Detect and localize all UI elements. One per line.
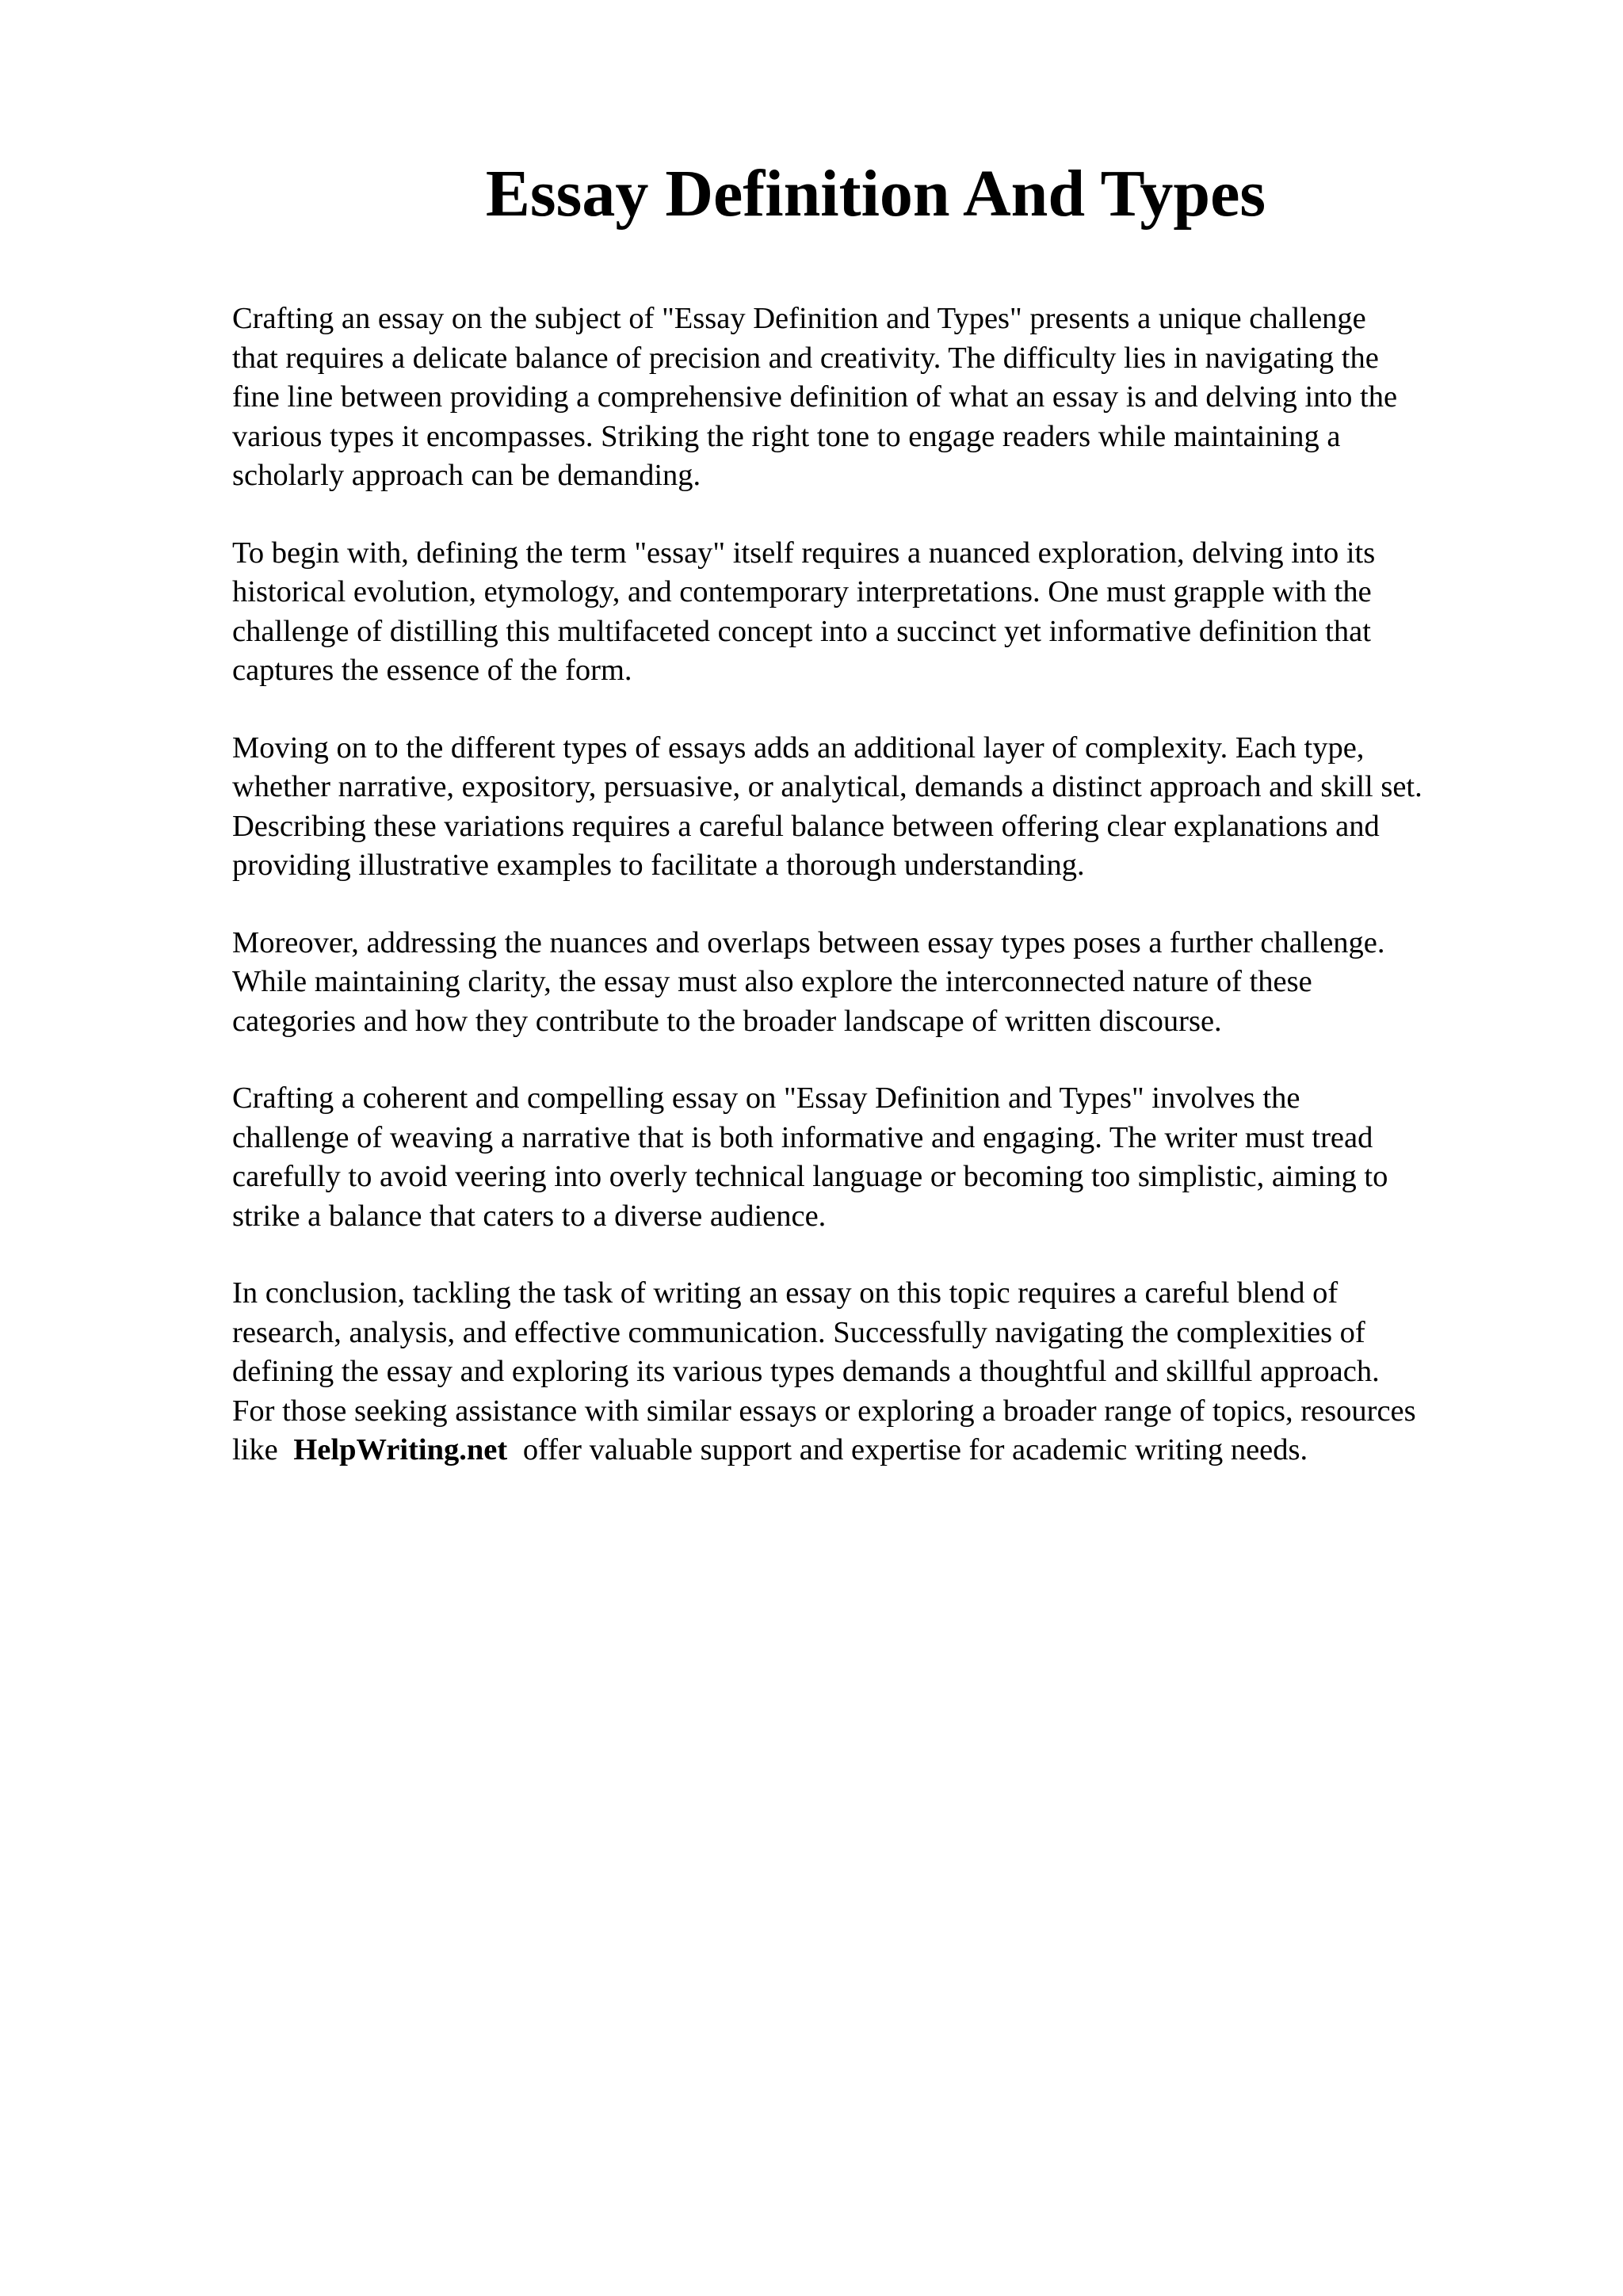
paragraph-1	[232, 299, 1532, 496]
text-line: While maintaining clarity, the essay must also explore the interconnected nature of these	[232, 965, 1312, 998]
paragraph-2	[232, 534, 1532, 691]
paragraph-6	[232, 1274, 1532, 1470]
text-line: For those seeking assistance with similar essays or exploring a broader range of topics, resources	[232, 1394, 1416, 1428]
text-line: captures the essence of the form.	[232, 654, 632, 687]
paragraph-5	[232, 1079, 1532, 1236]
paragraph-3	[232, 729, 1532, 886]
text-line: To begin with, defining the term "essay" itself requires a nuanced exploration, delving into its	[232, 536, 1376, 570]
brand-name: HelpWriting.net	[293, 1433, 508, 1466]
text-line: fine line between providing a comprehensive definition of what an essay is and delving into the	[232, 380, 1398, 414]
text-line: challenge of weaving a narrative that is both informative and engaging. The writer must tread	[232, 1120, 1373, 1154]
text-fragment: offer valuable support and expertise for academic writing needs.	[522, 1433, 1308, 1466]
text-line: historical evolution, etymology, and contemporary interpretations. One must grapple with the	[232, 575, 1372, 608]
text-line: providing illustrative examples to facilitate a thorough understanding.	[232, 849, 1085, 882]
text-line-with-brand	[232, 1431, 1532, 1470]
text-line: Moreover, addressing the nuances and overlaps between essay types poses a further challenge.	[232, 925, 1385, 959]
text-line: that requires a delicate balance of precision and creativity. The difficulty lies in navigating the	[232, 341, 1379, 375]
text-line: strike a balance that caters to a diverse audience.	[232, 1199, 827, 1233]
text-line: various types it encompasses. Striking the right tone to engage readers while maintaining a	[232, 419, 1341, 453]
text-fragment: like	[232, 1433, 278, 1466]
text-line: Moving on to the different types of essays adds an additional layer of complexity. Each type,	[232, 730, 1365, 765]
document-title: Essay Definition And Types	[485, 157, 1266, 231]
text-line: defining the essay and exploring its various types demands a thoughtful and skillful approach.	[232, 1355, 1380, 1388]
text-line: Crafting an essay on the subject of "Essay Definition and Types" presents a unique challenge	[232, 302, 1366, 335]
paragraph-4	[232, 924, 1532, 1042]
text-line: challenge of distilling this multifaceted concept into a succinct yet informative definition that	[232, 614, 1371, 648]
text-line: categories and how they contribute to the broader landscape of written discourse.	[232, 1004, 1222, 1038]
text-line: research, analysis, and effective communication. Successfully navigating the complexities of	[232, 1315, 1365, 1349]
document-body	[232, 299, 1532, 1508]
text-line: carefully to avoid veering into overly technical language or becoming too simplistic, aiming to	[232, 1160, 1388, 1193]
text-line: Crafting a coherent and compelling essay on "Essay Definition and Types" involves the	[232, 1081, 1300, 1115]
text-line: Describing these variations requires a careful balance between offering clear explanations and	[232, 809, 1380, 843]
text-line: whether narrative, expository, persuasive, or analytical, demands a distinct approach and skill set.	[232, 770, 1423, 803]
text-line: scholarly approach can be demanding.	[232, 459, 701, 492]
text-line: In conclusion, tackling the task of writing an essay on this topic requires a careful blend of	[232, 1276, 1338, 1310]
